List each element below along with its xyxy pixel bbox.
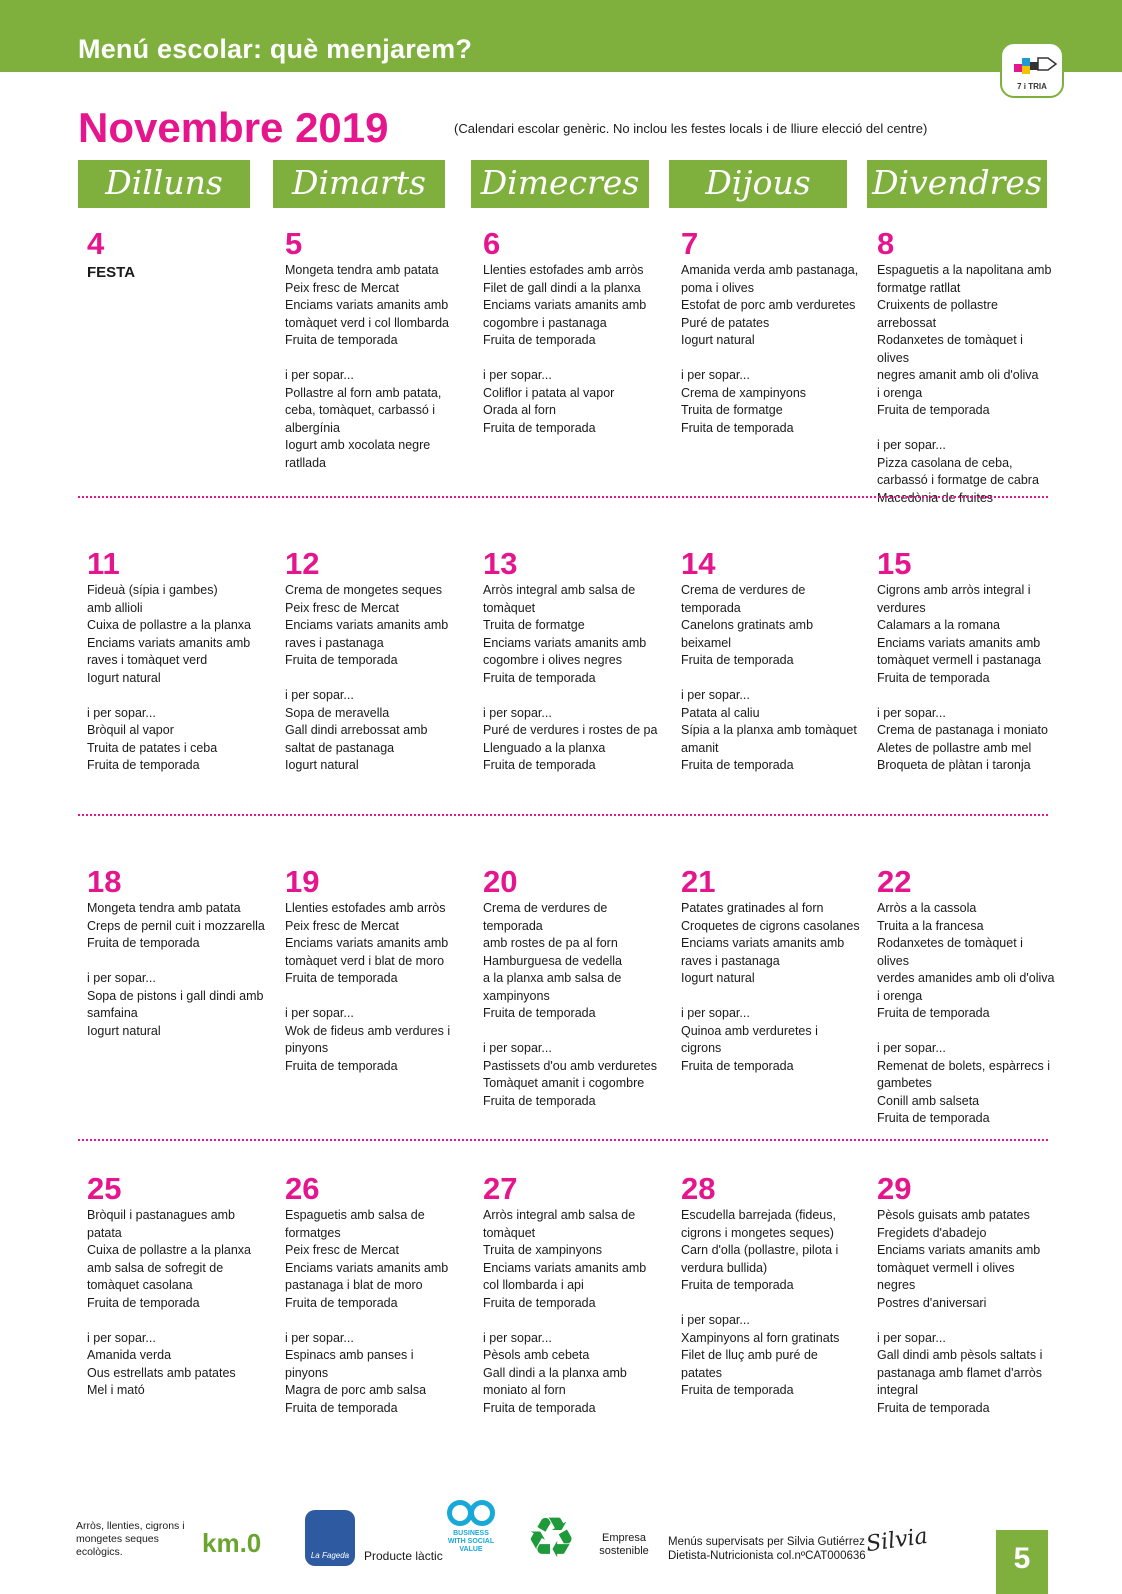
menu-line: Enciams variats amanits amb xyxy=(285,618,449,632)
menu-line: i per sopar... xyxy=(681,688,750,702)
menu-line: Fruita de temporada xyxy=(483,1093,596,1108)
menu-line: Tomàquet amanit i cogombre xyxy=(483,1076,645,1090)
menu-line: i per sopar... xyxy=(681,1006,750,1020)
dietitian-id: Dietista-Nutricionista col.nºCAT000636 xyxy=(668,1550,866,1562)
menu-line: i per sopar... xyxy=(87,705,156,720)
menu-line: Patata al caliu xyxy=(681,705,760,720)
menu-line: Fruita de temporada xyxy=(681,653,794,667)
menu-line: Fruita de temporada xyxy=(285,971,398,985)
menu-line: Iogurt natural xyxy=(681,333,755,347)
menu-line: verdures xyxy=(877,600,926,615)
menu-line: Amanida verda amb pastanaga, xyxy=(681,263,859,277)
menu-line: i per sopar... xyxy=(681,1313,750,1327)
menu-line: i per sopar... xyxy=(483,705,552,720)
menu-line: Fruita de temporada xyxy=(285,1058,398,1073)
menu-line: Pastissets d'ou amb verduretes xyxy=(483,1058,657,1073)
menu-line: Mongeta tendra amb patata xyxy=(285,263,439,277)
menu-line: Enciams variats amanits amb xyxy=(483,298,647,312)
day-number: 8 xyxy=(877,226,895,261)
menu-line: Arròs a la cassola xyxy=(877,901,977,915)
day-header-monday: Dilluns xyxy=(78,160,250,208)
day-cell xyxy=(877,1173,1057,1417)
menu-items xyxy=(285,582,465,775)
menu-line: cogombre i pastanaga xyxy=(483,315,607,330)
sustainable-label: Empresa sostenible xyxy=(599,1532,649,1557)
day-number: 19 xyxy=(285,864,320,899)
menu-line: Filet de lluç amb puré de patates xyxy=(681,1348,818,1380)
menu-line: i per sopar... xyxy=(877,1041,946,1055)
menu-line: Sopa de pistons i gall dindi amb xyxy=(87,988,264,1003)
menu-line: Creps de pernil cuit i mozzarella xyxy=(87,918,265,933)
menu-items xyxy=(87,582,267,775)
menu-line: ratllada xyxy=(285,455,326,470)
menu-line: Mongeta tendra amb patata xyxy=(87,901,241,915)
day-number: 6 xyxy=(483,226,501,261)
menu-line xyxy=(877,420,1057,438)
menu-line: i per sopar... xyxy=(285,688,354,702)
day-cell xyxy=(87,548,267,775)
menu-line xyxy=(877,687,1057,705)
menu-line: Canelons gratinats amb beixamel xyxy=(681,618,814,650)
menu-line xyxy=(877,1312,1057,1330)
menu-line: Calamars a la romana xyxy=(877,618,1000,632)
menu-line: amb salsa de sofregit de xyxy=(87,1260,224,1275)
menu-line: Macedònia de fruites xyxy=(877,490,994,505)
page-number: 5 xyxy=(996,1530,1048,1594)
la-fageda-logo xyxy=(305,1510,355,1566)
menu-line: tomàquet vermell i pastanaga xyxy=(877,653,1041,667)
menu-line xyxy=(483,350,663,368)
menu-line: Fruita de temporada xyxy=(483,1295,596,1310)
menu-line: Magra de porc amb salsa xyxy=(285,1383,427,1397)
day-number: 28 xyxy=(681,1171,716,1206)
menu-line: Estofat de porc amb verduretes xyxy=(681,298,856,312)
menu-line: Truita de xampinyons xyxy=(483,1243,603,1257)
menu-line: Fruita de temporada xyxy=(87,1295,200,1310)
menu-line: col llombarda i api xyxy=(483,1278,584,1292)
menu-line: pastanaga i blat de moro xyxy=(285,1278,423,1292)
day-number: 21 xyxy=(681,864,716,899)
menu-line xyxy=(87,687,267,705)
menu-line xyxy=(87,953,267,971)
menu-line: Crema de verdures de temporada xyxy=(681,583,806,615)
menu-items xyxy=(681,1207,861,1400)
menu-line: Espaguetis amb salsa de xyxy=(285,1208,425,1222)
menu-line: saltat de pastanaga xyxy=(285,740,395,755)
page-title: Menú escolar: què menjarem? xyxy=(78,34,473,64)
day-number: 7 xyxy=(681,226,699,261)
menu-line: Rodanxetes de tomàquet i olives xyxy=(877,333,1023,365)
menu-line: Crema de mongetes seques xyxy=(285,583,443,597)
menu-line: Iogurt amb xocolata negre xyxy=(285,438,431,452)
menu-items xyxy=(285,262,465,472)
menu-line: Gall dindi amb pèsols saltats i xyxy=(877,1348,1043,1362)
menu-line: Pollastre al forn amb patata, xyxy=(285,385,442,400)
menu-line: i per sopar... xyxy=(483,368,552,382)
day-cell xyxy=(87,866,267,1040)
menu-items xyxy=(877,1207,1057,1417)
menu-line: Patates gratinades al forn xyxy=(681,901,824,915)
day-cell xyxy=(285,228,465,472)
menu-line: Enciams variats amanits amb xyxy=(483,635,647,650)
menu-line: tomàquet vermell i olives xyxy=(877,1260,1015,1275)
day-cell xyxy=(285,866,465,1075)
menu-line: Crema de xampinyons xyxy=(681,385,807,400)
day-cell xyxy=(87,1173,267,1400)
menu-line xyxy=(285,988,465,1006)
supervised-by: Menús supervisats per Silvia Gutiérrez xyxy=(668,1536,865,1548)
menu-line: Cruixents de pollastre arrebossat xyxy=(877,298,998,330)
menu-items xyxy=(877,900,1057,1128)
menu-line: Bròquil al vapor xyxy=(87,723,174,737)
menu-line: Truita de patates i ceba xyxy=(87,740,218,755)
menu-line: ceba, tomàquet, carbassó i xyxy=(285,403,436,417)
day-number: 22 xyxy=(877,864,912,899)
menu-line: i per sopar... xyxy=(681,368,750,382)
menu-items xyxy=(681,582,861,775)
recycle-icon: ♻ xyxy=(526,1506,577,1569)
menu-line: Gall dindi arrebossat amb xyxy=(285,723,428,737)
day-header-tuesday: Dimarts xyxy=(273,160,445,208)
day-cell xyxy=(877,228,1057,507)
day-cell xyxy=(681,1173,861,1400)
calendar-note: (Calendari escolar genèric. No inclou les festes locals i de lliure elecció del centre) xyxy=(454,121,928,136)
day-number: 20 xyxy=(483,864,518,899)
menu-line: tomàquet casolana xyxy=(87,1278,193,1292)
day-cell xyxy=(681,548,861,775)
menu-items xyxy=(285,1207,465,1417)
menu-line: Fruita de temporada xyxy=(285,333,398,347)
menu-line: Espaguetis a la napolitana amb xyxy=(877,263,1052,277)
menu-line: i per sopar... xyxy=(483,1330,552,1345)
menu-line: Amanida verda xyxy=(87,1348,172,1362)
menu-line: Peix fresc de Mercat xyxy=(285,1243,399,1257)
menu-line xyxy=(483,1023,663,1041)
menu-line: Bròquil i pastanagues amb xyxy=(87,1208,236,1222)
menu-line: Fruita de temporada xyxy=(681,1278,794,1292)
menu-line: Iogurt natural xyxy=(87,1023,161,1038)
menu-line: temporada xyxy=(483,918,543,933)
menu-line: Coliflor i patata al vapor xyxy=(483,385,615,400)
menu-line: Fruita de temporada xyxy=(483,1400,596,1415)
7-i-tria-logo xyxy=(1000,42,1064,98)
menu-line: Fruita de temporada xyxy=(483,670,596,685)
day-cell xyxy=(877,548,1057,775)
menu-line: Puré de patates xyxy=(681,315,770,330)
menu-line: Fruita de temporada xyxy=(483,758,596,772)
menu-line: Enciams variats amanits amb xyxy=(877,635,1041,650)
menu-line xyxy=(285,1312,465,1330)
menu-line xyxy=(285,350,465,368)
menu-line: tomàquet xyxy=(483,1225,536,1240)
menu-line: Fruita de temporada xyxy=(285,1295,398,1310)
menu-line: Fruita de temporada xyxy=(285,653,398,667)
menu-line: Aletes de pollastre amb mel xyxy=(877,740,1032,755)
day-number: 5 xyxy=(285,226,303,261)
menu-line: Fruita de temporada xyxy=(681,758,794,772)
menu-line: Fruita de temporada xyxy=(877,1400,990,1415)
menu-line: Carn d'olla (pollastre, pilota i xyxy=(681,1243,839,1257)
menu-line: Pizza casolana de ceba, xyxy=(877,455,1013,470)
menu-line: Remenat de bolets, espàrrecs i xyxy=(877,1058,1051,1073)
menu-line: Broqueta de plàtan i taronja xyxy=(877,758,1031,772)
menu-line: cigrons i mongetes seques) xyxy=(681,1225,834,1240)
menu-line: Pèsols amb cebeta xyxy=(483,1348,590,1362)
menu-line: pinyons xyxy=(285,1041,329,1055)
menu-line: Escudella barrejada (fideus, xyxy=(681,1208,836,1222)
menu-items xyxy=(483,900,663,1110)
menu-line: Crema de pastanaga i moniato xyxy=(877,723,1048,737)
menu-line: Peix fresc de Mercat xyxy=(285,280,399,295)
menu-line: Fruita de temporada xyxy=(877,403,990,417)
menu-line: i per sopar... xyxy=(877,438,946,452)
holiday-label: FESTA xyxy=(87,264,136,281)
menu-line: Iogurt natural xyxy=(681,971,755,985)
menu-line: amb allioli xyxy=(87,600,143,615)
menu-line: Hamburguesa de vedella xyxy=(483,953,622,968)
day-cell xyxy=(483,1173,663,1417)
menu-line: i per sopar... xyxy=(285,1006,354,1020)
menu-line: Fruita de temporada xyxy=(877,1111,990,1125)
menu-line: Fideuà (sípia i gambes) xyxy=(87,583,218,597)
menu-line: Sopa de meravella xyxy=(285,705,390,720)
day-number: 25 xyxy=(87,1171,122,1206)
day-number: 27 xyxy=(483,1171,518,1206)
eco-note: Arròs, llenties, cigrons i mongetes seques ecològics. xyxy=(76,1520,185,1558)
menu-line: Croquetes de cigrons casolanes xyxy=(681,918,860,933)
menu-line: Enciams variats amanits amb xyxy=(87,635,251,650)
menu-items xyxy=(483,582,663,775)
menu-line xyxy=(877,1023,1057,1041)
menu-line: Postres d'aniversari xyxy=(877,1295,987,1310)
menu-line: tomàquet xyxy=(483,600,536,615)
menu-line xyxy=(87,1312,267,1330)
menu-line: Cigrons amb arròs integral i xyxy=(877,583,1031,597)
menu-line: negres xyxy=(877,1278,916,1292)
menu-line: xampinyons xyxy=(483,988,550,1003)
menu-line: Crema de verdures de xyxy=(483,901,608,915)
menu-items xyxy=(877,582,1057,775)
menu-line: pinyons xyxy=(285,1365,329,1380)
menu-line: i per sopar... xyxy=(87,971,156,985)
day-cell xyxy=(681,228,861,437)
menu-line: moniato al forn xyxy=(483,1383,566,1397)
menu-line: Llenties estofades amb arròs xyxy=(285,901,446,915)
menu-line: Rodanxetes de tomàquet i olives xyxy=(877,936,1023,968)
day-header-thursday: Dijous xyxy=(669,160,847,208)
supervision-note xyxy=(668,1535,866,1563)
menu-line xyxy=(285,670,465,688)
menu-line: Gall dindi a la planxa amb xyxy=(483,1365,627,1380)
day-number: 12 xyxy=(285,546,320,581)
day-cell xyxy=(483,866,663,1110)
logo-text: 7 i TRIA xyxy=(1017,82,1047,91)
menu-line: gambetes xyxy=(877,1076,932,1090)
day-header-friday: Divendres xyxy=(867,160,1047,208)
menu-line: Iogurt natural xyxy=(87,670,161,685)
menu-line: Ous estrellats amb patates xyxy=(87,1365,236,1380)
menu-line: Orada al forn xyxy=(483,403,556,417)
menu-line: Truita a la francesa xyxy=(877,918,984,933)
week-separator xyxy=(78,814,1048,816)
menu-line: Fruita de temporada xyxy=(483,420,596,435)
menu-line: raves i tomàquet verd xyxy=(87,653,208,667)
menu-line: verdes amanides amb oli d'oliva xyxy=(877,971,1055,985)
menu-line: raves i pastanaga xyxy=(285,635,384,650)
menu-line xyxy=(681,350,861,368)
menu-line: tomàquet verd i col llombarda xyxy=(285,315,449,330)
day-cell xyxy=(87,228,267,284)
menu-line: Fruita de temporada xyxy=(483,333,596,347)
menu-line: i orenga xyxy=(877,988,923,1003)
menu-line: i orenga xyxy=(877,385,923,400)
menu-line: tomàquet verd i blat de moro xyxy=(285,953,445,968)
menu-line: Mel i mató xyxy=(87,1383,145,1397)
day-number: 11 xyxy=(87,546,120,581)
menu-line: Conill amb salseta xyxy=(877,1093,980,1108)
menu-line: Xampinyons al forn gratinats xyxy=(681,1330,840,1345)
menu-line: a la planxa amb salsa de xyxy=(483,971,622,985)
menu-items xyxy=(87,1207,267,1400)
menu-items xyxy=(483,1207,663,1417)
day-number: 15 xyxy=(877,546,912,581)
day-number: 4 xyxy=(87,226,105,261)
menu-line: Fruita de temporada xyxy=(285,1400,398,1415)
day-cell xyxy=(285,548,465,775)
fageda-logo-text: La Fageda xyxy=(310,1551,350,1560)
menu-line: Enciams variats amanits amb xyxy=(483,1260,647,1275)
menu-items xyxy=(877,262,1057,507)
menu-line: Arròs integral amb salsa de xyxy=(483,1208,636,1222)
day-cell xyxy=(483,228,663,437)
menu-line: Enciams variats amanits amb xyxy=(877,1243,1041,1257)
menu-line: integral xyxy=(877,1383,918,1397)
day-number: 26 xyxy=(285,1171,320,1206)
day-cell xyxy=(285,1173,465,1417)
menu-line: Sípia a la planxa amb tomàquet xyxy=(681,723,857,737)
menu-line: Enciams variats amanits amb xyxy=(681,936,845,950)
menu-line: negres amanit amb oli d'oliva xyxy=(877,368,1039,382)
header-bar xyxy=(0,0,1122,72)
menu-line: albergínia xyxy=(285,420,340,435)
menu-line: Peix fresc de Mercat xyxy=(285,600,399,615)
menu-line: verdura bullida) xyxy=(681,1260,768,1275)
menu-line: i per sopar... xyxy=(87,1330,156,1345)
menu-line: Llenties estofades amb arròs xyxy=(483,263,644,277)
menu-line xyxy=(681,1295,861,1313)
menu-line: Puré de verdures i rostes de pa xyxy=(483,723,658,737)
menu-line: Truita de formatge xyxy=(681,403,783,417)
menu-line: i per sopar... xyxy=(877,1330,946,1345)
day-number: 14 xyxy=(681,546,716,581)
menu-line: i per sopar... xyxy=(285,368,354,382)
menu-line: Arròs integral amb salsa de xyxy=(483,583,636,597)
menu-line: Iogurt natural xyxy=(285,758,359,772)
menu-line: formatge ratllat xyxy=(877,280,961,295)
month-title: Novembre 2019 xyxy=(78,104,389,151)
menu-line: amb rostes de pa al forn xyxy=(483,936,618,950)
menu-line: Truita de formatge xyxy=(483,618,585,632)
menu-line: carbassó i formatge de cabra xyxy=(877,473,1039,487)
menu-line: Llenguado a la planxa xyxy=(483,740,606,755)
menu-line: Fruita de temporada xyxy=(877,670,990,685)
menu-line xyxy=(483,687,663,705)
business-social-value-logo xyxy=(447,1500,495,1562)
menu-line: pastanaga amb flamet d'arròs xyxy=(877,1365,1042,1380)
menu-line: Quinoa amb verduretes i cigrons xyxy=(681,1023,818,1055)
day-number: 13 xyxy=(483,546,518,581)
menu-line: Fruita de temporada xyxy=(483,1006,596,1020)
menu-line: i per sopar... xyxy=(285,1330,354,1345)
day-cell xyxy=(681,866,861,1075)
menu-line xyxy=(681,670,861,688)
day-number: 18 xyxy=(87,864,122,899)
menu-line: Peix fresc de Mercat xyxy=(285,918,399,933)
menu-line: i per sopar... xyxy=(877,705,946,720)
day-number: 29 xyxy=(877,1171,912,1206)
menu-items xyxy=(483,262,663,437)
bwsv-text: BUSINESS WITH SOCIAL VALUE xyxy=(447,1530,495,1553)
arrow-icon xyxy=(1036,54,1058,74)
menu-line xyxy=(681,988,861,1006)
menu-line: Fruita de temporada xyxy=(681,420,794,435)
signature: Silvia xyxy=(864,1523,930,1558)
menu-line: Fruita de temporada xyxy=(681,1058,794,1073)
menu-line: Cuixa de pollastre a la planxa xyxy=(87,618,251,632)
menu-line: Wok de fideus amb verdures i xyxy=(285,1023,451,1038)
menu-items xyxy=(681,262,861,437)
week-separator xyxy=(78,496,1048,498)
menu-items xyxy=(681,900,861,1075)
km0-logo: km.0 xyxy=(202,1528,262,1558)
menu-line: Enciams variats amanits amb xyxy=(285,1260,449,1275)
menu-line: raves i pastanaga xyxy=(681,953,780,968)
menu-line xyxy=(483,1312,663,1330)
menu-line: Fruita de temporada xyxy=(87,936,200,950)
menu-items xyxy=(87,900,267,1040)
menu-line: i per sopar... xyxy=(483,1041,552,1055)
menu-line: Enciams variats amanits amb xyxy=(285,936,449,950)
lactic-label: Producte làctic xyxy=(364,1549,443,1563)
menu-line: formatges xyxy=(285,1225,341,1240)
menu-line: Pèsols guisats amb patates xyxy=(877,1208,1030,1222)
menu-line: Fruita de temporada xyxy=(87,758,200,772)
menu-line: Fruita de temporada xyxy=(681,1383,794,1397)
menu-line: amanit xyxy=(681,740,719,755)
menu-line: poma i olives xyxy=(681,280,754,295)
menu-line: patata xyxy=(87,1225,122,1240)
menu-line: samfaina xyxy=(87,1006,138,1020)
menu-line: Filet de gall dindi a la planxa xyxy=(483,280,641,295)
menu-line: Fruita de temporada xyxy=(877,1006,990,1020)
day-cell xyxy=(877,866,1057,1128)
menu-items xyxy=(285,900,465,1075)
menu-line: Cuixa de pollastre a la planxa xyxy=(87,1243,251,1257)
day-header-wednesday: Dimecres xyxy=(471,160,649,208)
menu-line: Enciams variats amanits amb xyxy=(285,298,449,312)
week-separator xyxy=(78,1139,1048,1141)
menu-line: Espinacs amb panses i xyxy=(285,1348,414,1362)
menu-line: Fregidets d'abadejo xyxy=(877,1225,987,1240)
day-cell xyxy=(483,548,663,775)
menu-line: cogombre i olives negres xyxy=(483,653,622,667)
